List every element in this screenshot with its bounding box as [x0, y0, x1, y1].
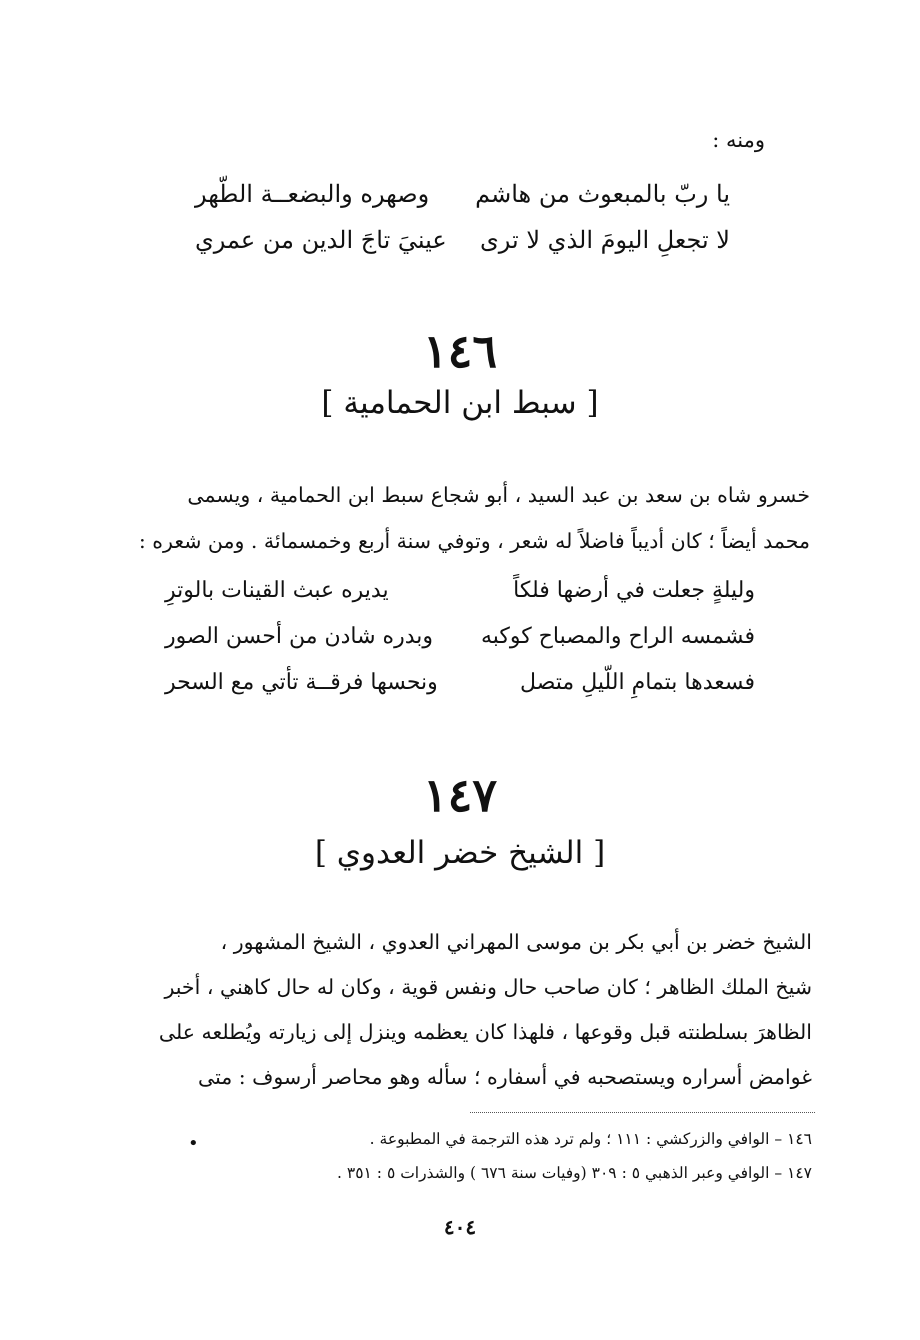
verse-line	[165, 670, 755, 695]
verse-first-hemistich: يا ربّ بالمبعوث من هاشم	[475, 180, 730, 208]
entry-title-147: [ الشيخ خضر العدوي ]	[314, 835, 606, 871]
intro-text: ومنه :	[712, 128, 765, 152]
verse-first-hemistich: وليلةٍ جعلت في أرضها فلكاً	[513, 578, 755, 603]
entry-number-146: ١٤٦	[422, 324, 498, 378]
margin-mark: •	[188, 1133, 199, 1154]
verse-first-hemistich: فسعدها بتمامِ اللّيلِ متصل	[520, 670, 755, 695]
entry-146-biography	[110, 472, 810, 564]
verse-line	[195, 180, 730, 208]
verse-first-hemistich: فشمسه الراح والمصباح كوكبه	[480, 624, 755, 649]
prose-line: غوامض أسراره ويستصحبه في أسفاره ؛ سأله وهو محاصر أرسوف : متى	[197, 1065, 812, 1089]
prose-line: خسرو شاه بن سعد بن عبد السيد ، أبو شجاع سبط ابن الحمامية ، ويسمى	[187, 483, 810, 507]
page-number: ٤٠٤	[443, 1215, 477, 1239]
verse-second-hemistich: ونحسها فرقــة تأتي مع السحر	[165, 670, 438, 695]
verse-second-hemistich: وصهره والبضعــة الطّهر	[195, 180, 430, 208]
verse-line	[165, 578, 755, 603]
verse-second-hemistich: وبدره شادن من أحسن الصور	[165, 624, 434, 649]
verse-line	[195, 226, 730, 254]
prose-line: شيخ الملك الظاهر ؛ كان صاحب حال ونفس قوية ، وكان له حال كاهني ، أخبر	[164, 975, 812, 999]
footnote-divider	[470, 1112, 815, 1113]
verse-second-hemistich: عينيَ تاجَ الدين من عمري	[195, 226, 447, 254]
footnotes	[337, 1122, 812, 1190]
verse-second-hemistich: يديره عبث القينات بالوترِ	[165, 578, 389, 603]
footnote-147: ١٤٧ – الوافي وعبر الذهبي ٥ : ٣٠٩ (وفيات سنة ٦٧٦ ) والشذرات ٥ : ٣٥١ .	[337, 1164, 812, 1182]
entry-147-biography	[109, 920, 812, 1100]
footnote-146: ١٤٦ – الوافي والزركشي : ١١١ ؛ ولم ترد هذه الترجمة في المطبوعة .	[369, 1130, 812, 1148]
prose-line: محمد أيضاً ؛ كان أديباً فاضلاً له شعر ، وتوفي سنة أربع وخمسمائة . ومن شعره :	[138, 529, 810, 553]
verse-first-hemistich: لا تجعلِ اليومَ الذي لا ترى	[480, 226, 730, 254]
entry-number-147: ١٤٧	[422, 768, 498, 822]
prose-line: الظاهرَ بسلطنته قبل وقوعها ، فلهذا كان يعظمه وينزل إلى زيارته ويُطلعه على	[158, 1020, 812, 1044]
verse-line	[165, 624, 755, 649]
prose-line: الشيخ خضر بن أبي بكر بن موسى المهراني العدوي ، الشيخ المشهور ،	[220, 930, 812, 954]
entry-title-146: [ سبط ابن الحمامية ]	[321, 385, 599, 421]
